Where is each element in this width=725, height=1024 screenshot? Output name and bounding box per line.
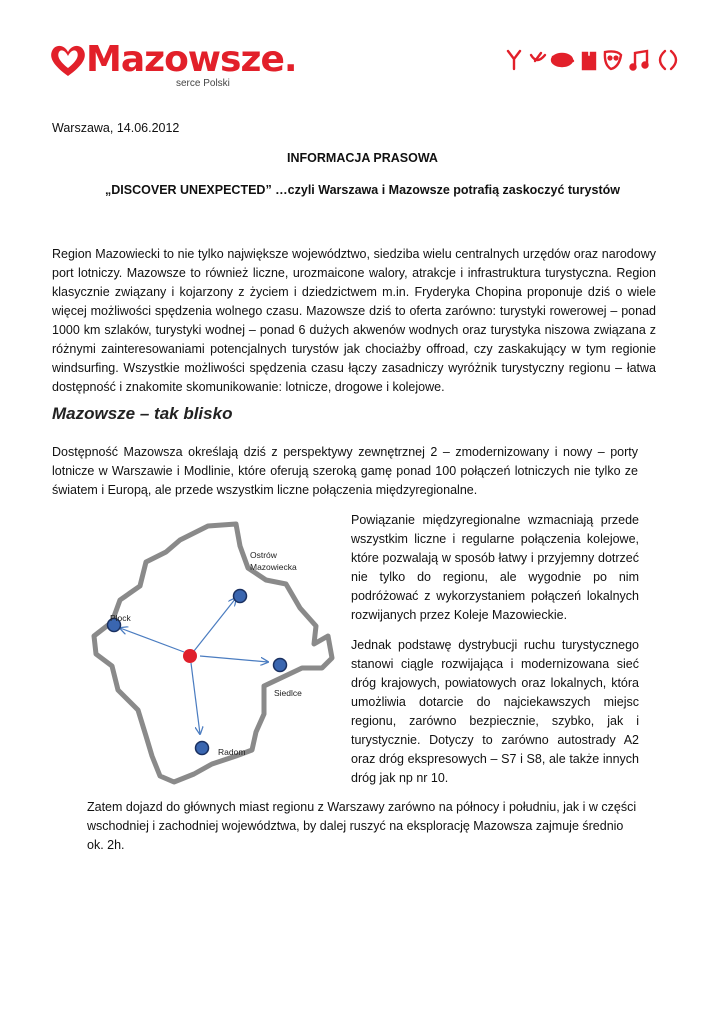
logo-wordmark: Mazowsze. <box>86 39 297 80</box>
label-ostrow-line1: Ostrów <box>250 550 277 560</box>
arrow-to-ostrow <box>194 598 236 651</box>
mask-icon <box>605 51 621 69</box>
logo-tagline: serce Polski <box>176 78 230 89</box>
mazowsze-logo <box>48 39 297 90</box>
document-subtitle: „DISCOVER UNEXPECTED” …czyli Warszawa i Mazowsze potrafią zaskoczyć turystów <box>105 183 620 197</box>
label-plock: Płock <box>110 613 131 623</box>
section-heading: Mazowsze – tak blisko <box>52 404 233 423</box>
paragraph-rail: Powiązanie międzyregionalne wzmacniają przede wszystkim liczne i regularne połączenia kolejowe, które pozwalają w sposób łatwy i przyjemny dotrzeć nie tylko do regionu, ale wygodnie po nim podróżować z wykorzystaniem połączeń lokalnych rozwijanych przez Koleje Mazowieckie. <box>351 513 639 622</box>
paragraph-summary: Zatem dojazd do głównych miast regionu z Warszawy zarówno na północy i południu, jak i w części wschodniej i zachodniej województwa, by dalej ruszyć na eksplorację Mazowsza zajmuje średnio ok. 2h. <box>87 800 637 852</box>
arrow-to-plock <box>120 628 184 652</box>
warszawa-marker <box>183 649 197 663</box>
header-icons <box>505 47 685 73</box>
document-title: INFORMACJA PRASOWA <box>287 151 438 165</box>
music-note-icon <box>631 51 648 70</box>
document-date: Warszawa, 14.06.2012 <box>52 121 180 135</box>
label-siedlce: Siedlce <box>274 688 302 698</box>
castle-icon <box>583 53 595 69</box>
planet-icon <box>552 54 573 66</box>
label-ostrow-line2: Mazowiecka <box>250 562 297 572</box>
arrow-to-siedlce <box>200 656 268 662</box>
heart-icon <box>508 51 520 69</box>
paragraph-roads: Jednak podstawę dystrybucji ruchu turystycznego stanowi ciągle rozwijająca i modernizowana sieć dróg krajowych, powiatowych oraz lokalnych, która umożliwia dotarcie do najciekawszych miejsc regionu, zarówno bezpiecznie, szybko, jak i turystycznie. Dotyczy to zarówno autostrady A2 oraz dróg ekspresowych – S7 i S8, ale także innych dróg jak np nr 10. <box>351 638 639 785</box>
paragraph-access: Dostępność Mazowsza określają dziś z perspektywy zewnętrznej 2 – zmodernizowany i nowy – porty lotnicze w Warszawie i Modlinie, które oferują szeroką gamę ponad 100 połączeń lotniczych nie tylko ze światem i Europą, ale przede wszystkim liczne połączenia międzyregionalne. <box>52 445 638 497</box>
ostrow-marker <box>234 590 247 603</box>
paragraph-intro: Region Mazowiecki to nie tylko największe województwo, siedziba wielu centralnych urzędów oraz narodowy port lotniczy. Mazowsze to również liczne, urozmaicone walory, atrakcje i infrastruktura turystyczna. Region klasycznie związany i kojarzony z życiem i dziedzictwem m.in. Fryderyka Chopina proponuje dziś o wiele więcej możliwości spędzenia wolnego czasu. Mazowsze dziś to oferta zarówno: turystyki rowerowej – ponad 1000 km szlaków, turystyki wodnej – ponad 6 dużych akwenów wodnych oraz turystyka niszowa związana z różnymi zainteresowaniami potencjalnych turystów jak chociażby offroad, czy zaskakujący w tym regionie windsurfing. Wszystkie możliwości spędzenia czasu łączy zasadniczy wyróżnik turystyczny regionu – łatwa dostępność i znakomite skomunikowanie: lotnicze, drogowe i kolejowe. <box>52 247 656 394</box>
siedlce-marker <box>274 659 287 672</box>
arrow-to-radom <box>191 663 200 734</box>
bracket-icon <box>660 51 676 69</box>
radom-marker <box>196 742 209 755</box>
mazowsze-map <box>88 518 343 788</box>
heart-logo-icon <box>48 42 88 78</box>
bird-icon <box>531 53 545 61</box>
label-radom: Radom <box>218 747 246 757</box>
